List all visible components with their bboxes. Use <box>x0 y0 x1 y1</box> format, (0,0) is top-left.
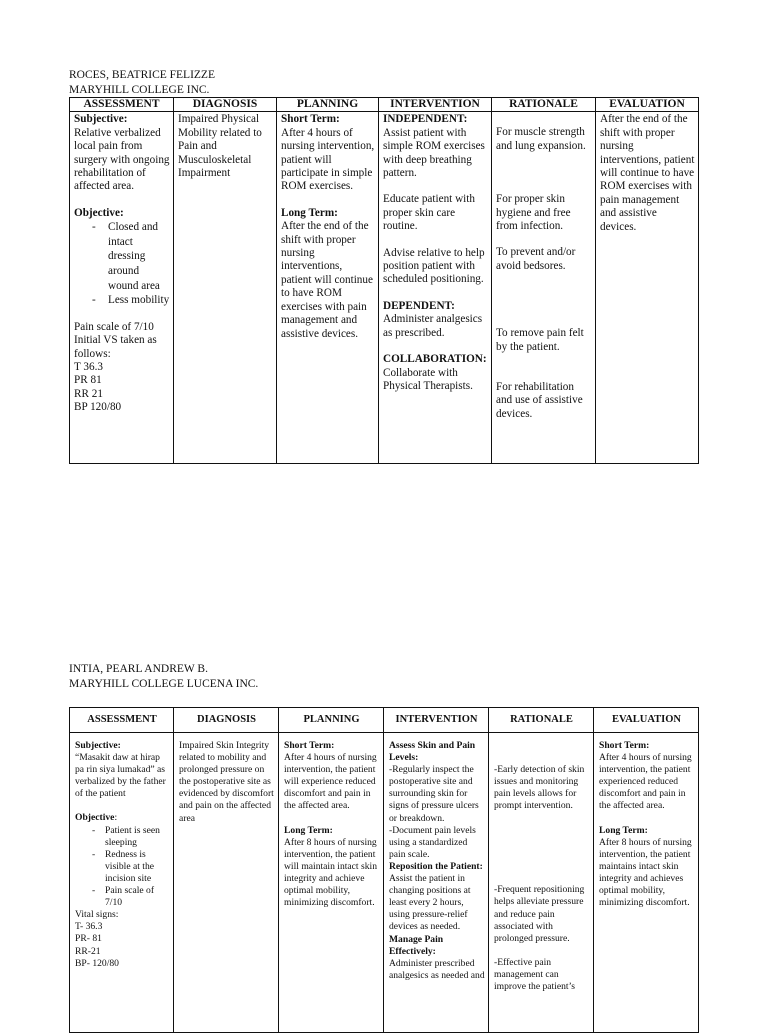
rationale-item: -Effective pain management can improve the patient’s <box>494 956 575 993</box>
long-term-text: After the end of the shift with proper nursing interventions, patient will continue to have ROM exercises with pain management and assistive devices. <box>281 220 373 340</box>
plan2-col-evaluation: EVALUATION <box>594 708 699 733</box>
intervention-item: -Regularly inspect the postoperative site and surrounding skin for signs of pressure ulcers or breakdown. <box>389 764 479 824</box>
plan2-care-plan-table <box>69 707 699 1033</box>
rationale-item: For proper skin hygiene and free from infection. <box>496 193 571 233</box>
plan2-header <box>69 662 258 692</box>
rationale-item: For rehabilitation and use of assistive devices. <box>496 381 583 420</box>
plan2-planning-cell <box>279 733 384 1033</box>
plan1-body-row <box>70 112 699 464</box>
intervention-item: Educate patient with proper skin care routine. <box>383 193 475 233</box>
plan2-body-row <box>70 733 699 1033</box>
objective-item: - Closed and intact dressing around wound area <box>74 220 170 293</box>
plan2-diagnosis-cell <box>174 733 279 1033</box>
intervention-item: Administer analgesics as prescribed. <box>383 313 483 339</box>
plan1-student-name: ROCES, BEATRICE FELIZZE <box>69 69 215 81</box>
intervention-item: Assist patient with simple ROM exercises with deep breathing pattern. <box>383 126 485 180</box>
short-term-label: Short Term: <box>284 740 335 751</box>
plan2-school: MARYHILL COLLEGE LUCENA INC. <box>69 678 259 690</box>
plan1-col-intervention: INTERVENTION <box>379 98 492 112</box>
plan2-col-diagnosis: DIAGNOSIS <box>174 708 279 733</box>
collaboration-label: COLLABORATION: <box>383 353 487 366</box>
plan2-col-intervention: INTERVENTION <box>384 708 489 733</box>
independent-label: INDEPENDENT: <box>383 113 468 126</box>
intervention-heading: Reposition the Patient: <box>389 860 483 872</box>
rationale-item: -Early detection of skin issues and monitoring pain levels allows for prompt intervention. <box>494 764 585 812</box>
short-term-text: After 4 hours of nursing intervention, patient will participate in simple ROM exercises. <box>281 126 375 193</box>
long-term-text: After 8 hours of nursing intervention, the patient maintains intact skin integrity and achieves optimal mobility, minimizing discomfort. <box>599 836 692 909</box>
short-term-label: Short Term: <box>599 740 650 751</box>
long-term-text: After 8 hours of nursing intervention, the patient will maintain intact skin integrity and achieve optimal mobility, minimizing discomfort. <box>284 836 377 909</box>
plan1-care-plan-table <box>69 97 699 464</box>
plan2-student-name: INTIA, PEARL ANDREW B. <box>69 663 208 675</box>
plan2-intervention-cell <box>384 733 489 1033</box>
intervention-item: Assist the patient in changing positions at least every 2 hours, using pressure-relief devices as needed. <box>389 873 471 933</box>
intervention-item: Advise relative to help position patient with scheduled positioning. <box>383 246 485 286</box>
plan2-evaluation-cell <box>594 733 699 1033</box>
objective-item: - Less mobility <box>74 293 170 308</box>
subjective-label: Subjective: <box>75 740 121 751</box>
rationale-item: To prevent and/or avoid bedsores. <box>496 246 576 272</box>
short-term-text: After 4 hours of nursing intervention, the patient experienced reduced discomfort and pain in the affected area. <box>599 752 692 812</box>
vital-signs-label: Vital signs: <box>75 909 119 921</box>
rationale-item: -Frequent repositioning helps alleviate pressure and reduce pain associated with prolonged pressure. <box>494 884 585 944</box>
subjective-label: Subjective: <box>74 113 128 126</box>
objective-item: - Redness is visible at the incision site <box>75 849 170 885</box>
plan1-diagnosis-cell <box>174 112 277 464</box>
vital-bp: BP- 120/80 <box>75 957 119 969</box>
objective-list <box>75 825 170 910</box>
subjective-text: “Masakit daw at hirap pa rin siya lumakad” as verbalized by the father of the patient <box>75 752 166 800</box>
plan1-planning-cell <box>277 112 379 464</box>
vs-intro: Initial VS taken as follows: <box>74 334 157 360</box>
plan1-school: MARYHILL COLLEGE INC. <box>69 84 210 96</box>
plan1-evaluation-cell <box>596 112 699 464</box>
plan1-assessment-cell <box>70 112 174 464</box>
objective-label: Objective <box>75 812 115 824</box>
vital-resp: RR-21 <box>75 945 101 957</box>
plan1-col-rationale: RATIONALE <box>492 98 596 112</box>
intervention-item: -Document pain levels using a standardized pain scale. <box>389 824 476 860</box>
plan2-col-assessment: ASSESSMENT <box>70 708 174 733</box>
objective-item: - Pain scale of 7/10 <box>75 885 170 909</box>
objective-item: - Patient is seen sleeping <box>75 825 170 849</box>
vital-bp: BP 120/80 <box>74 401 122 414</box>
objective-label: Objective: <box>74 206 124 219</box>
vital-temp: T- 36.3 <box>75 921 103 933</box>
plan1-col-evaluation: EVALUATION <box>596 98 699 112</box>
plan1-header-row <box>70 98 699 112</box>
long-term-label: Long Term: <box>284 824 333 836</box>
plan2-rationale-cell <box>489 733 594 1033</box>
plan2-header-row <box>70 708 699 733</box>
intervention-heading: Manage Pain Effectively: <box>389 933 444 957</box>
evaluation-text: After the end of the shift with proper nursing interventions, patient will continue to have ROM exercises with pain management and assistive devices. <box>600 113 695 233</box>
pain-scale: Pain scale of 7/10 <box>74 320 154 333</box>
intervention-item: Administer prescribed analgesics as needed and <box>389 957 485 981</box>
rationale-item: To remove pain felt by the patient. <box>496 327 584 353</box>
intervention-item: Collaborate with Physical Therapists. <box>383 366 473 392</box>
plan1-col-assessment: ASSESSMENT <box>70 98 174 112</box>
plan1-col-diagnosis: DIAGNOSIS <box>174 98 277 112</box>
diagnosis-text: Impaired Physical Mobility related to Pain and Musculoskeletal Impairment <box>178 113 262 180</box>
plan2-col-planning: PLANNING <box>279 708 384 733</box>
vital-pulse: PR- 81 <box>75 933 102 945</box>
vital-pulse: PR 81 <box>74 374 102 387</box>
vital-temp: T 36.3 <box>74 361 104 374</box>
short-term-label: Short Term: <box>281 113 340 126</box>
subjective-text: Relative verbalized local pain from surgery with ongoing rehabilitation of affected area. <box>74 126 170 193</box>
long-term-label: Long Term: <box>599 824 648 836</box>
objective-list <box>74 220 170 308</box>
plan2-col-rationale: RATIONALE <box>489 708 594 733</box>
rationale-item: For muscle strength and lung expansion. <box>496 126 586 152</box>
intervention-heading: Assess Skin and Pain Levels: <box>389 740 476 764</box>
diagnosis-text: Impaired Skin Integrity related to mobility and prolonged pressure on the postoperative site as evidenced by discomfort and pain on the affected area <box>179 740 274 824</box>
plan1-intervention-cell <box>379 112 492 464</box>
long-term-label: Long Term: <box>281 206 338 219</box>
plan2-assessment-cell: Subjective: “Masakit daw at hirap pa rin siya lumakad” as verbalized by the father of the patient Objective: - Patient is seen sleeping - Redness is visible at the incision site - Pain scale of 7/10 Vital signs: T- 36.3 PR- 81 RR-21 BP- 120/80 <box>70 733 174 1033</box>
dependent-label: DEPENDENT: <box>383 299 455 312</box>
plan1-rationale-cell <box>492 112 596 464</box>
vital-resp: RR 21 <box>74 387 103 400</box>
plan1-col-planning: PLANNING <box>277 98 379 112</box>
short-term-text: After 4 hours of nursing intervention, the patient will experience reduced discomfort and pain in the affected area. <box>284 752 377 812</box>
plan1-header <box>69 68 215 98</box>
